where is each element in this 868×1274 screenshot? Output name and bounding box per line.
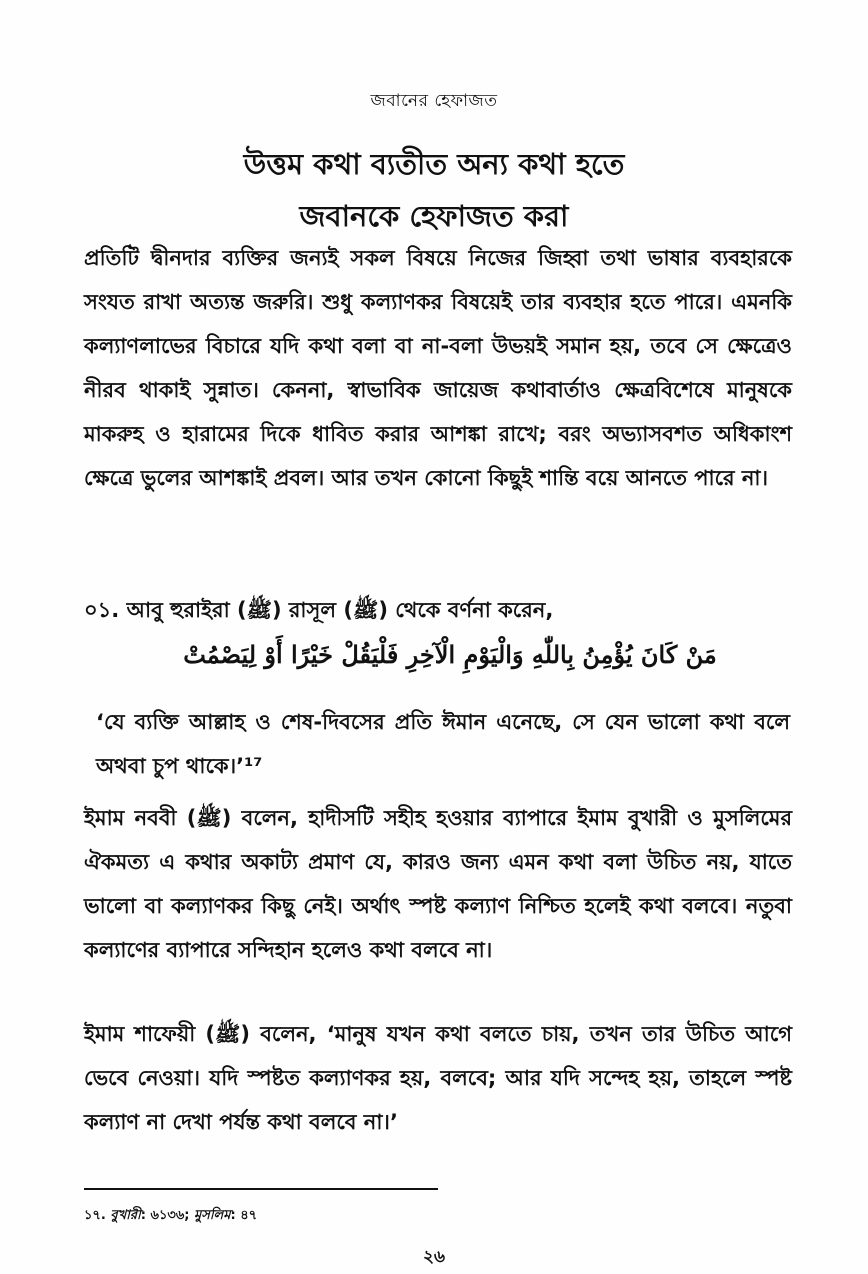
- chapter-title-line-1: উত্তম কথা ব্যতীত অন্য কথা হতে: [243, 147, 625, 181]
- footnote-source-2: মুসলিম: [194, 1208, 231, 1223]
- intro-paragraph: প্রতিটি দ্বীনদার ব্যক্তির জন্যই সকল বিষয়ে নিজের জিহ্বা তথা ভাষার ব্যবহারকে সংযত রাখা অত্যন্ত জরুরি। শুধু কল্যাণকর বিষয়েই তার ব্যবহার হতে পারে। এমনকি কল্যাণলাভের বিচারে যদি কথা বলা বা না-বলা উভয়ই সমান হয়, তবে সে ক্ষেত্রেও নীরব থাকাই সুন্নাত। কেননা, স্বাভাবিক জায়েজ কথাবার্তাও ক্ষেত্রবিশেষে মানুষকে মাকরুহ ও হারামের দিকে ধাবিত করার আশঙ্কা রাখে; বরং অভ্যাসবশত অধিকাংশ ক্ষেত্রে ভুলের আশঙ্কাই প্রবল। আর তখন কোনো কিছুই শান্তি বয়ে আনতে পারে না।: [84, 246, 792, 490]
- imam-shafei-paragraph: ইমাম শাফেয়ী (ﷺ) বলেন, ‘মানুষ যখন কথা বলতে চায়, তখন তার উচিত আগে ভেবে নেওয়া। যদি স্পষ্টত কল্যাণকর হয়, বলবে; আর যদি সন্দেহ হয়, তাহলে স্পষ্ট কল্যাণ না দেখা পর্যন্ত কথা বলবে না।’: [84, 1022, 793, 1134]
- chapter-title-line-2: জবানকে হেফাজত করা: [299, 199, 569, 233]
- footnote-number: ১৭.: [84, 1208, 106, 1223]
- hadith-translation: ‘যে ব্যক্তি আল্লাহ ও শেষ-দিবসের প্রতি ঈমান এনেছে, সে যেন ভালো কথা বলে অথবা চুপ থাকে।’¹⁷: [96, 710, 790, 778]
- footnote-divider: [84, 1188, 438, 1190]
- footnote-ref-2: : ৪৭: [230, 1208, 258, 1223]
- hadith-intro: ০১. আবু হুরাইরা (ﷺ) রাসূল (ﷺ) থেকে বর্ণনা করেন,: [84, 598, 554, 622]
- imam-nawawi-paragraph: ইমাম নববী (ﷺ) বলেন, হাদীসটি সহীহ হওয়ার ব্যাপারে ইমাম বুখারী ও মুসলিমের ঐকমত্য এ কথার অকাট্য প্রমাণ যে, কারও জন্য এমন কথা বলা উচিত নয়, যাতে ভালো বা কল্যাণকর কিছু নেই। অর্থাৎ স্পষ্ট কল্যাণ নিশ্চিত হলেই কথা বলবে। নতুবা কল্যাণের ব্যাপারে সন্দিহান হলেও কথা বলবে না।: [84, 806, 792, 962]
- arabic-hadith-text: مَنْ كَانَ يُؤْمِنُ بِاللّٰهِ وَالْيَوْمِ الْآخِرِ فَلْيَقُلْ خَيْرًا أَوْ لِيَصْمُتْ: [183, 640, 717, 669]
- footnote-ref-1: : ৬১৩৬;: [140, 1208, 190, 1223]
- footnote-source-1: বুখারী: [110, 1208, 141, 1223]
- page-number: ২৬: [422, 1247, 446, 1267]
- footnote: [84, 1206, 257, 1227]
- running-head: জবানের হেফাজত: [370, 91, 498, 111]
